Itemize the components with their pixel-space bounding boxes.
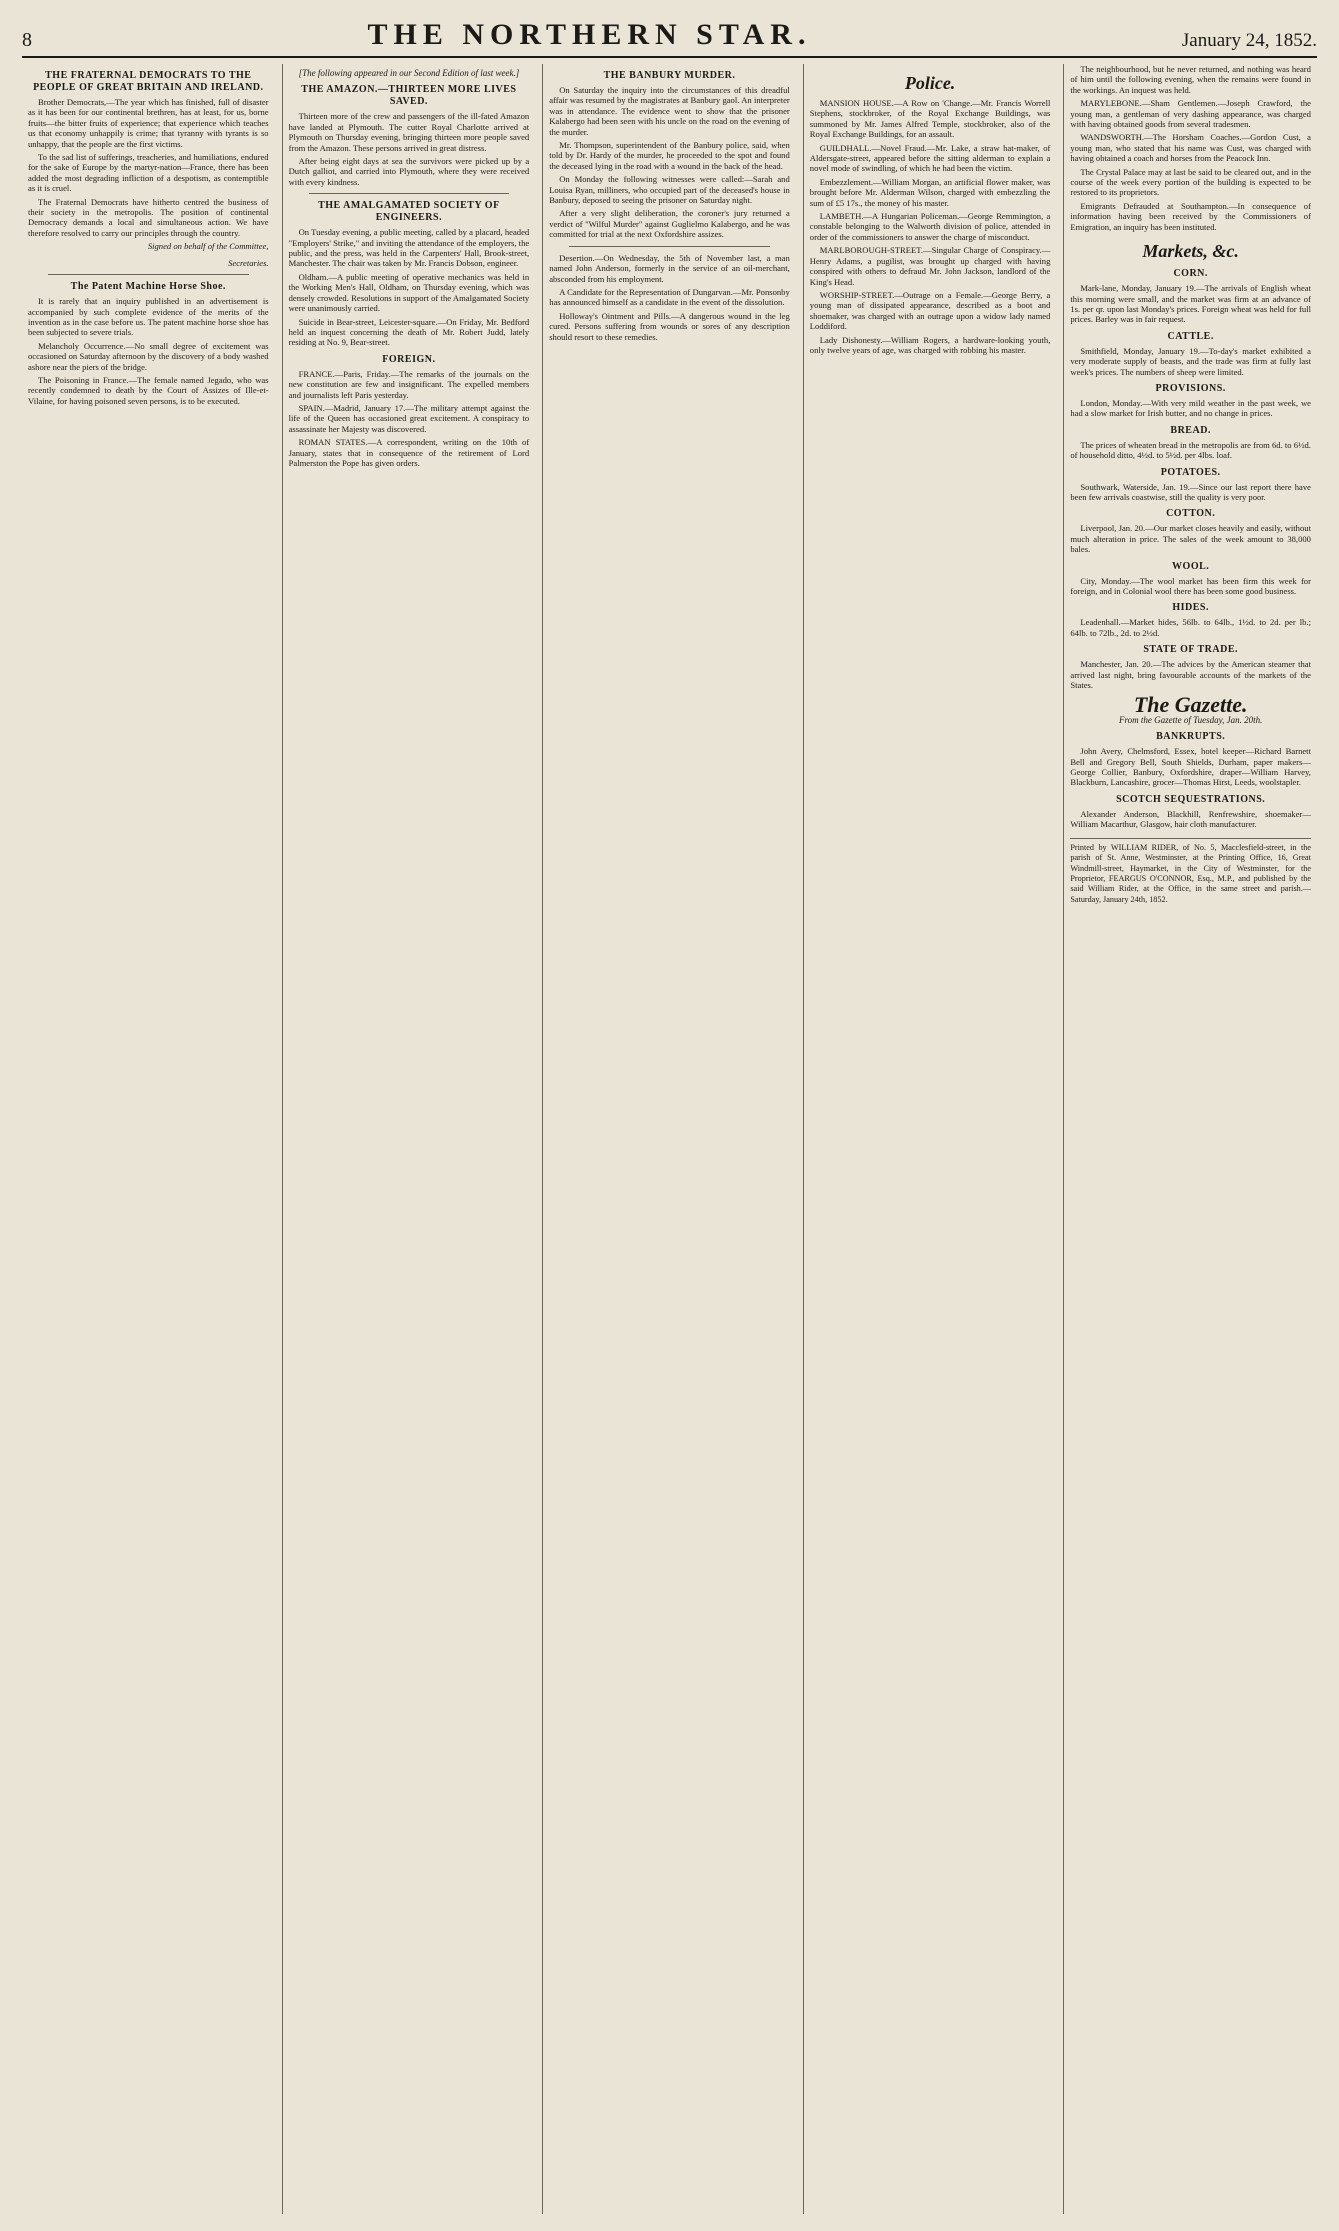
column-1 [22, 64, 275, 2214]
article-paragraph: Suicide in Bear-street, Leicester-square.—On Friday, Mr. Bedford held an inquest concerning the death of Mr. Robert Judd, lately residing at No. 9, Bear-street. [288, 316, 530, 348]
article-paragraph: Emigrants Defrauded at Southampton.—In consequence of information having been received by the Commissioners of Emigration, an inquiry has been instituted. [1070, 200, 1311, 232]
bankrupts-list: John Avery, Chelmsford, Essex, hotel keeper—Richard Barnett Bell and Gregory Bell, South Shields, Durham, paper makers—George Collier, Banbury, Oxfordshire, draper—William Harvey, Blackburn, Lancashire, grocer—Thomas Hirst, Leeds, woolstapler. [1070, 746, 1311, 788]
article-paragraph: Mr. Thompson, superintendent of the Banbury police, said, when told by Dr. Hardy of the murder, he proceeded to the spot and found the deceased lying in the road with a wound in the back of the head. [549, 140, 790, 171]
article-paragraph: SPAIN.—Madrid, January 17.—The military attempt against the life of the Queen has occasioned great excitement. A conspiracy to assassinate her Majesty was discovered. [288, 402, 530, 434]
divider [48, 274, 249, 275]
article-paragraph: MARYLEBONE.—Sham Gentlemen.—Joseph Crawford, the young man, a gentleman of very dashing appearance, was charged with having obtained goods from several tradesmen. [1070, 98, 1311, 130]
secretaries-label: Secretaries. [228, 257, 269, 268]
article-paragraph: To the sad list of sufferings, treacheries, and humiliations, endured for the sake of Europe by the martyr-nation—France, there has been added the most degrading infliction of a despotism, as contemptible as it is cruel. [28, 152, 269, 194]
issue-date: January 24, 1852. [1181, 30, 1317, 51]
market-paragraph: Leadenhall.—Market hides, 56lb. to 64lb., 1½d. to 2d. per lb.; 64lb. to 72lb., 2d. to 2½d. [1070, 617, 1311, 638]
article-paragraph: Desertion.—On Wednesday, the 5th of November last, a man named John Anderson, formerly in the service of an oil-merchant, absconded from his employment. [549, 252, 790, 284]
article-paragraph: Melancholy Occurrence.—No small degree of excitement was occasioned on Saturday afternoon by the discovery of a body washed ashore near the piers of the bridge. [28, 340, 269, 372]
market-heading: BREAD. [1170, 424, 1211, 436]
article-paragraph: LAMBETH.—A Hungarian Policeman.—George Remmington, a constable belonging to the Walworth division of police, attended in order of the commissioners to answer the charge of misconduct. [809, 211, 1051, 242]
article-paragraph: On Monday the following witnesses were called:—Sarah and Louisa Ryan, milliners, who occupied part of the deceased's house in Banbury, deposed to seeing the prisoner on Saturday night. [549, 174, 790, 206]
article-paragraph: WORSHIP-STREET.—Outrage on a Female.—George Berry, a young man of dissipated appearance, described as a boot and shoemaker, was charged with an outrage upon a widow lady named Loddiford. [809, 289, 1051, 332]
article-paragraph: FRANCE.—Paris, Friday.—The remarks of the journals on the new constitution are few and insignificant. The expelled members and journalists left Paris yesterday. [288, 368, 530, 400]
column-3 [542, 64, 796, 2214]
column-4 [803, 64, 1057, 2214]
market-heading: STATE OF TRADE. [1143, 644, 1238, 656]
divider [309, 193, 510, 194]
article-paragraph: Embezzlement.—William Morgan, an artificial flower maker, was brought before Mr. Alderman Wilson, charged with embezzling the sum of £5 17s., the money of his master. [809, 176, 1051, 208]
article-heading: THE BANBURY MURDER. [603, 70, 736, 81]
market-paragraph: Liverpool, Jan. 20.—Our market closes heavily and easily, without much alteration in price. The sales of the week amount to 38,000 bales. [1070, 523, 1311, 555]
market-paragraph: Smithfield, Monday, January 19.—To-day's market exhibited a very moderate supply of beasts, and the trade was firm at fully last week's prices. The numbers of sheep were limited. [1070, 345, 1311, 377]
article-paragraph: The neighbourhood, but he never returned, and nothing was heard of him until the following evening, when the remains were found in the workings. An inquest was held. [1070, 64, 1311, 95]
gazette-subheading: From the Gazette of Tuesday, Jan. 20th. [1118, 714, 1263, 725]
article-heading: THE AMALGAMATED SOCIETY OF ENGINEERS. [318, 200, 500, 224]
article-paragraph: After being eight days at sea the survivors were picked up by a Dutch galliot, and carried into Plymouth, where they were received with every kindness. [288, 156, 530, 187]
article-paragraph: MARLBOROUGH-STREET.—Singular Charge of Conspiracy.—Henry Adams, a pugilist, was brought up charged with having conspired with others to defraud Mr. John Jackson, landlord of the King's Head. [809, 245, 1051, 287]
article-paragraph: Oldham.—A public meeting of operative mechanics was held in the Working Men's Hall, Oldham, on Thursday evening, which was densely crowded. Resolutions in support of the Amalgamated Society were unanimously carried. [288, 271, 530, 314]
market-heading: COTTON. [1166, 508, 1216, 520]
article-paragraph: GUILDHALL.—Novel Fraud.—Mr. Lake, a straw hat-maker, of Aldersgate-street, appeared before the sitting alderman to explain a novel mode of swindling, of which he had been the victim. [809, 142, 1051, 174]
sequestrations-heading: SCOTCH SEQUESTRATIONS. [1116, 793, 1266, 805]
column-5 [1063, 64, 1317, 2214]
market-heading: CORN. [1173, 268, 1208, 280]
edition-note: [The following appeared in our Second Edition of last week.] [298, 68, 520, 78]
article-paragraph: On Tuesday evening, a public meeting, called by a placard, headed "Employers' Strike," and inviting the attendance of the employers, the public, and the press, was held in the Carpenters' Hall, Brook-street, Manchester. The chair was taken by Mr. Francis Dobson, engineer. [288, 227, 530, 269]
article-heading: THE AMAZON.—THIRTEEN MORE LIVES SAVED. [301, 84, 517, 108]
signature-line: Signed on behalf of the Committee, [147, 241, 269, 252]
article-heading: THE FRATERNAL DEMOCRATS TO THE PEOPLE OF GREAT BRITAIN AND IRELAND. [33, 70, 264, 93]
market-paragraph: London, Monday.—With very mild weather in the past week, we had a slow market for Irish butter, and no change in prices. [1070, 397, 1311, 419]
bankrupts-heading: BANKRUPTS. [1156, 731, 1226, 743]
article-paragraph: It is rarely that an inquiry published in an advertisement is accompanied by such complete evidence of the merits of the invention as in the case before us. The patent machine horse shoe has been subjected to severe trials. [28, 296, 269, 338]
market-heading: PROVISIONS. [1155, 382, 1226, 394]
article-paragraph: Holloway's Ointment and Pills.—A dangerous wound in the leg cured. Persons suffering from wounds or sores of any description should resort to these remedies. [549, 310, 790, 342]
article-paragraph: On Saturday the inquiry into the circumstances of this dreadful affair was resumed by the magistrates at Banbury gaol. An interpreter was in attendance. The evidence went to show that the prisoner Kalabergo had been seen with his uncle on the road on the evening of the murder. [549, 85, 790, 137]
column-2 [282, 64, 536, 2214]
article-paragraph: A Candidate for the Representation of Dungarvan.—Mr. Ponsonby has announced himself as a candidate in the event of the dissolution. [549, 286, 790, 308]
article-paragraph: Lady Dishonesty.—William Rogers, a hardware-looking youth, only twelve years of age, was charged with robbing his master. [809, 334, 1051, 355]
market-heading: HIDES. [1172, 602, 1209, 614]
article-heading: FOREIGN. [382, 353, 436, 365]
article-paragraph: MANSION HOUSE.—A Row on 'Change.—Mr. Francis Worrell Stephens, stockbroker, of the Royal Exchange Buildings, was summoned by Mr. James Alfred Temple, stockbroker, also of the Royal Exchange Buildings, for an assault. [809, 98, 1051, 140]
columns [22, 64, 1317, 2214]
article-heading: The Patent Machine Horse Shoe. [70, 281, 226, 293]
market-paragraph: Mark-lane, Monday, January 19.—The arrivals of English wheat this morning were small, and the market was firm at an advance of 1s. per qr. upon last Monday's prices. Foreign wheat was held for full prices. Barley was in fair request. [1070, 283, 1311, 325]
article-paragraph: The Poisoning in France.—The female named Jegado, who was recently condemned to death by the Court of Assizes of Ille-et-Vilaine, for having poisoned seven persons, is to be executed. [28, 374, 269, 406]
gazette-heading: The Gazette. [1133, 692, 1248, 718]
section-heading: Police. [904, 73, 956, 93]
market-heading: POTATOES. [1160, 466, 1221, 478]
section-heading: Markets, &c. [1142, 241, 1239, 262]
masthead [22, 18, 1317, 58]
sequestrations-list: Alexander Anderson, Blackhill, Renfrewshire, shoemaker—William Macarthur, Glasgow, hair cloth manufacturer. [1070, 808, 1311, 830]
market-heading: CATTLE. [1167, 330, 1214, 342]
market-paragraph: Southwark, Waterside, Jan. 19.—Since our last report there have been few arrivals coastwise, still the quality is very poor. [1070, 481, 1311, 502]
market-heading: WOOL. [1172, 560, 1210, 572]
page-number: 8 [22, 29, 32, 51]
printer-imprint: Printed by WILLIAM RIDER, of No. 5, Macclesfield-street, in the parish of St. Anne, Westminster, at the Printing Office, 16, Great Windmill-street, Haymarket, in the City of Westminster, for the Proprietor, FEARGUS O'CONNOR, Esq., M.P., and published by the said William Rider, at the Office, in the same street and parish.—Saturday, January 24th, 1852. [1070, 838, 1311, 905]
article-paragraph: ROMAN STATES.—A correspondent, writing on the 10th of January, states that in consequence of the retirement of Lord Palmerston the Pope has given orders. [288, 437, 530, 468]
article-paragraph: Thirteen more of the crew and passengers of the ill-fated Amazon have landed at Plymouth. The cutter Royal Charlotte arrived at Plymouth on Thursday evening, bringing thirteen more people saved from the Amazon. These persons arrived in great distress. [288, 111, 530, 153]
market-paragraph: The prices of wheaten bread in the metropolis are from 6d. to 6½d. of household ditto, 4½d. to 5½d. per 4lbs. loaf. [1070, 439, 1311, 461]
article-paragraph: The Fraternal Democrats have hitherto centred the business of their society in the metropolis. The position of continental Democracy demands a local and simultaneous action. We have therefore resolved to carry our principles through the country. [28, 196, 269, 238]
divider [569, 246, 770, 247]
market-paragraph: Manchester, Jan. 20.—The advices by the American steamer that arrived last night, bring favourable accounts of the markets of the States. [1070, 659, 1311, 691]
article-paragraph: The Crystal Palace may at last be said to be cleared out, and in the course of the week every portion of the building is expected to be restored to its proprietors. [1070, 166, 1311, 198]
market-paragraph: City, Monday.—The wool market has been firm this week for foreign, and in Colonial wool there has been some good business. [1070, 575, 1311, 596]
article-paragraph: After a very slight deliberation, the coroner's jury returned a verdict of "Wilful Murder" against Guglielmo Kalabergo, and he was committed for trial at the next Oxfordshire assizes. [549, 208, 790, 240]
newspaper-title: THE NORTHERN STAR. [367, 18, 812, 51]
article-paragraph: WANDSWORTH.—The Horsham Coaches.—Gordon Cust, a young man, who stated that his name was Cust, was charged with having obtained a coach and horses from the Peacock Inn. [1070, 132, 1311, 164]
article-paragraph: Brother Democrats,—The year which has finished, full of disaster as it has been for our continental brethren, has at least, for us, borne fruits—the bitter fruits of experience; that experience which teaches us that economy unhappily is crime; that tyranny with tyrants is so unhappy, that the people are the first victims. [28, 97, 269, 149]
